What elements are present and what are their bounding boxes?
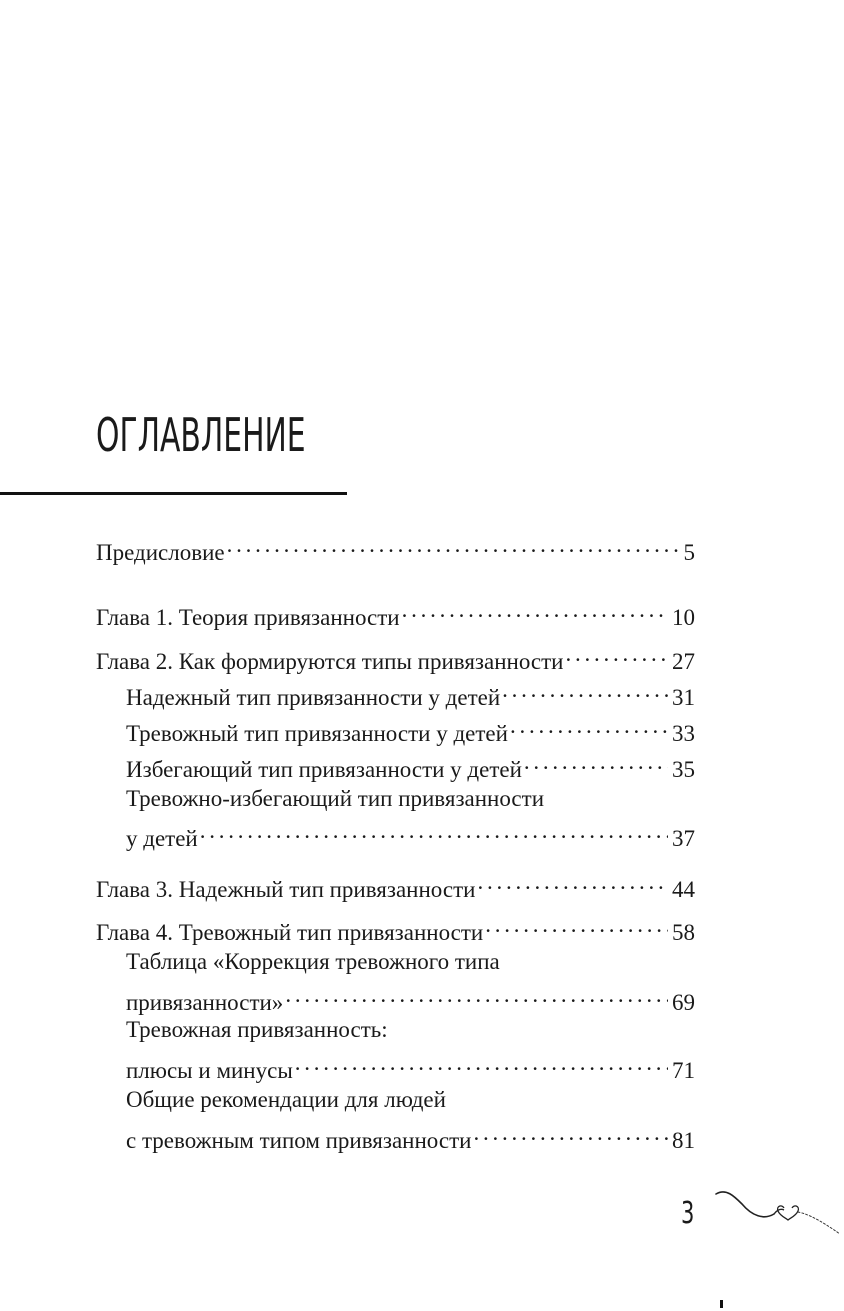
dot-leader bbox=[285, 980, 668, 1010]
dot-leader bbox=[565, 639, 668, 669]
crop-mark bbox=[720, 1300, 723, 1308]
toc-entry-label: Глава 4. Тревожный тип привязанности bbox=[96, 920, 484, 945]
swirl-heart-ornament-icon bbox=[712, 1186, 844, 1246]
dot-leader bbox=[485, 910, 668, 940]
toc-entry-page: 69 bbox=[672, 990, 695, 1015]
toc-entry-page: 44 bbox=[672, 877, 695, 902]
dot-leader bbox=[502, 675, 668, 705]
dot-leader bbox=[200, 816, 668, 846]
toc-entry-label: Избегающий тип привязанности у детей bbox=[126, 757, 522, 782]
toc-entry-preface[interactable] bbox=[96, 530, 695, 568]
toc-entry-label-line1[interactable]: Тревожно-избегающий тип привязанности bbox=[126, 786, 544, 811]
toc-entry-label-line1[interactable]: Таблица «Коррекция тревожного типа bbox=[126, 949, 500, 974]
toc-entry-page: 81 bbox=[672, 1128, 695, 1153]
toc-entry-page: 35 bbox=[672, 757, 695, 782]
toc-entry-label: у детей bbox=[126, 826, 198, 851]
toc-entry-page: 58 bbox=[672, 920, 695, 945]
toc-entry-chapter-3[interactable] bbox=[96, 867, 695, 905]
toc-entry-chapter-2-section-4[interactable] bbox=[126, 816, 695, 854]
toc-entry-chapter-4-section-1[interactable] bbox=[126, 980, 695, 1018]
dot-leader bbox=[477, 867, 668, 897]
dot-leader bbox=[510, 711, 668, 741]
toc-entry-chapter-2-section-2[interactable] bbox=[126, 711, 695, 749]
dot-leader bbox=[524, 747, 668, 777]
toc-entry-page: 37 bbox=[672, 826, 695, 851]
toc-entry-label: с тревожным типом привязанности bbox=[126, 1128, 472, 1153]
toc-entry-label: плюсы и минусы bbox=[126, 1058, 293, 1083]
toc-entry-label: привязанности» bbox=[126, 990, 284, 1015]
toc-entry-label-line1[interactable]: Общие рекомендации для людей bbox=[126, 1087, 446, 1112]
toc-entry-chapter-2[interactable] bbox=[96, 639, 695, 677]
dot-leader bbox=[227, 530, 684, 560]
page-number: 3 bbox=[681, 1196, 695, 1231]
toc-entry-page: 31 bbox=[672, 685, 695, 710]
toc-entry-chapter-2-section-1[interactable] bbox=[126, 675, 695, 713]
toc-entry-label: Тревожный тип привязанности у детей bbox=[126, 721, 508, 746]
toc-entry-chapter-4-section-2[interactable] bbox=[126, 1048, 695, 1086]
dot-leader bbox=[402, 595, 668, 625]
toc-entry-page: 27 bbox=[672, 649, 695, 674]
toc-entry-page: 33 bbox=[672, 721, 695, 746]
toc-entry-page: 5 bbox=[683, 540, 695, 565]
toc-entry-label: Глава 3. Надежный тип привязанности bbox=[96, 877, 476, 902]
toc-entry-chapter-4[interactable] bbox=[96, 910, 695, 948]
toc-entry-page: 71 bbox=[672, 1058, 695, 1083]
toc-entry-label: Надежный тип привязанности у детей bbox=[126, 685, 501, 710]
toc-entry-chapter-1[interactable] bbox=[96, 595, 695, 633]
dot-leader bbox=[473, 1118, 668, 1148]
title-rule bbox=[0, 492, 347, 495]
toc-entry-label-line1[interactable]: Тревожная привязанность: bbox=[126, 1017, 388, 1042]
toc-entry-chapter-2-section-3[interactable] bbox=[126, 747, 695, 785]
toc-entry-label: Глава 1. Теория привязанности bbox=[96, 605, 400, 630]
toc-entry-page: 10 bbox=[672, 605, 695, 630]
toc-entry-label: Глава 2. Как формируются типы привязанности bbox=[96, 649, 564, 674]
dot-leader bbox=[295, 1048, 668, 1078]
toc-entry-chapter-4-section-3[interactable] bbox=[126, 1118, 695, 1156]
page-title: ОГЛАВЛЕНИЕ bbox=[96, 408, 306, 462]
toc-entry-label: Предисловие bbox=[96, 540, 225, 565]
